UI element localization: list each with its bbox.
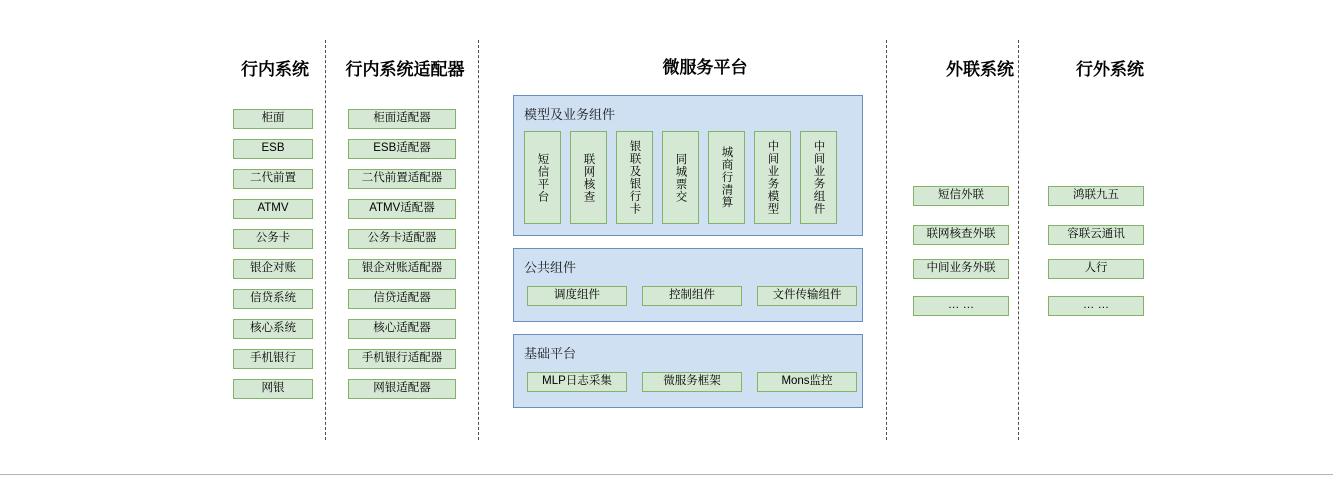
node-in-bank-adapter[interactable]: ATMV适配器: [348, 199, 456, 219]
separator-1: [325, 40, 326, 440]
node-base-platform-component[interactable]: Mons监控: [757, 372, 857, 392]
column-title-in-bank-systems: 行内系统: [241, 60, 309, 79]
group-title-public-components: 公共组件: [524, 260, 577, 275]
node-public-component[interactable]: 控制组件: [642, 286, 742, 306]
node-public-component[interactable]: 调度组件: [527, 286, 627, 306]
node-platform-component[interactable]: [524, 131, 561, 224]
node-in-bank-adapter[interactable]: 二代前置适配器: [348, 169, 456, 189]
node-platform-component[interactable]: [754, 131, 791, 224]
column-title-in-bank-adapters: 行内系统适配器: [345, 60, 465, 79]
node-external-link-system[interactable]: 中间业务外联: [913, 259, 1009, 279]
column-title-external-link-systems: 外联系统: [946, 60, 1014, 79]
node-in-bank-adapter[interactable]: 核心适配器: [348, 319, 456, 339]
node-public-component[interactable]: 文件传输组件: [757, 286, 857, 306]
node-platform-component[interactable]: [662, 131, 699, 224]
column-title-outside-bank-systems: 行外系统: [1076, 60, 1144, 79]
column-title-microservice-platform: 微服务平台: [662, 58, 748, 77]
node-label: 短信平台: [536, 152, 549, 203]
separator-2: [478, 40, 479, 440]
node-base-platform-component[interactable]: MLP日志采集: [527, 372, 627, 392]
group-title-base-platform: 基础平台: [524, 346, 577, 361]
node-in-bank-system[interactable]: 公务卡: [233, 229, 313, 249]
group-title-model-and-business-components: 模型及业务组件: [524, 107, 616, 122]
node-platform-component[interactable]: [800, 131, 837, 224]
node-outside-bank-system[interactable]: 鸿联九五: [1048, 186, 1144, 206]
separator-3: [886, 40, 887, 440]
node-in-bank-system[interactable]: 核心系统: [233, 319, 313, 339]
node-external-link-system[interactable]: 联网核查外联: [913, 225, 1009, 245]
node-label: 中间业务组件: [812, 140, 825, 215]
node-platform-component[interactable]: [570, 131, 607, 224]
node-in-bank-adapter[interactable]: 信贷适配器: [348, 289, 456, 309]
separator-4: [1018, 40, 1019, 440]
node-in-bank-adapter[interactable]: 银企对账适配器: [348, 259, 456, 279]
node-label: 城商行清算: [720, 146, 733, 209]
node-in-bank-adapter[interactable]: 网银适配器: [348, 379, 456, 399]
node-label: 联网核查: [582, 152, 595, 203]
node-in-bank-adapter[interactable]: ESB适配器: [348, 139, 456, 159]
node-in-bank-adapter[interactable]: 手机银行适配器: [348, 349, 456, 369]
node-in-bank-system[interactable]: 网银: [233, 379, 313, 399]
node-label: 同城票交: [674, 152, 687, 203]
node-in-bank-system[interactable]: ATMV: [233, 199, 313, 219]
node-in-bank-system[interactable]: 手机银行: [233, 349, 313, 369]
node-in-bank-adapter[interactable]: 公务卡适配器: [348, 229, 456, 249]
node-outside-bank-system[interactable]: 人行: [1048, 259, 1144, 279]
node-label: 银联及银行卡: [628, 140, 641, 215]
node-in-bank-adapter[interactable]: 柜面适配器: [348, 109, 456, 129]
node-outside-bank-system[interactable]: 容联云通讯: [1048, 225, 1144, 245]
node-external-link-system[interactable]: 短信外联: [913, 186, 1009, 206]
node-in-bank-system[interactable]: 二代前置: [233, 169, 313, 189]
node-platform-component[interactable]: [708, 131, 745, 224]
node-base-platform-component[interactable]: 微服务框架: [642, 372, 742, 392]
page-divider: [0, 474, 1333, 475]
node-label: 中间业务模型: [766, 140, 779, 215]
node-in-bank-system[interactable]: 柜面: [233, 109, 313, 129]
node-in-bank-system[interactable]: ESB: [233, 139, 313, 159]
node-platform-component[interactable]: [616, 131, 653, 224]
node-in-bank-system[interactable]: 银企对账: [233, 259, 313, 279]
node-external-link-system[interactable]: … …: [913, 296, 1009, 316]
node-outside-bank-system[interactable]: … …: [1048, 296, 1144, 316]
node-in-bank-system[interactable]: 信贷系统: [233, 289, 313, 309]
